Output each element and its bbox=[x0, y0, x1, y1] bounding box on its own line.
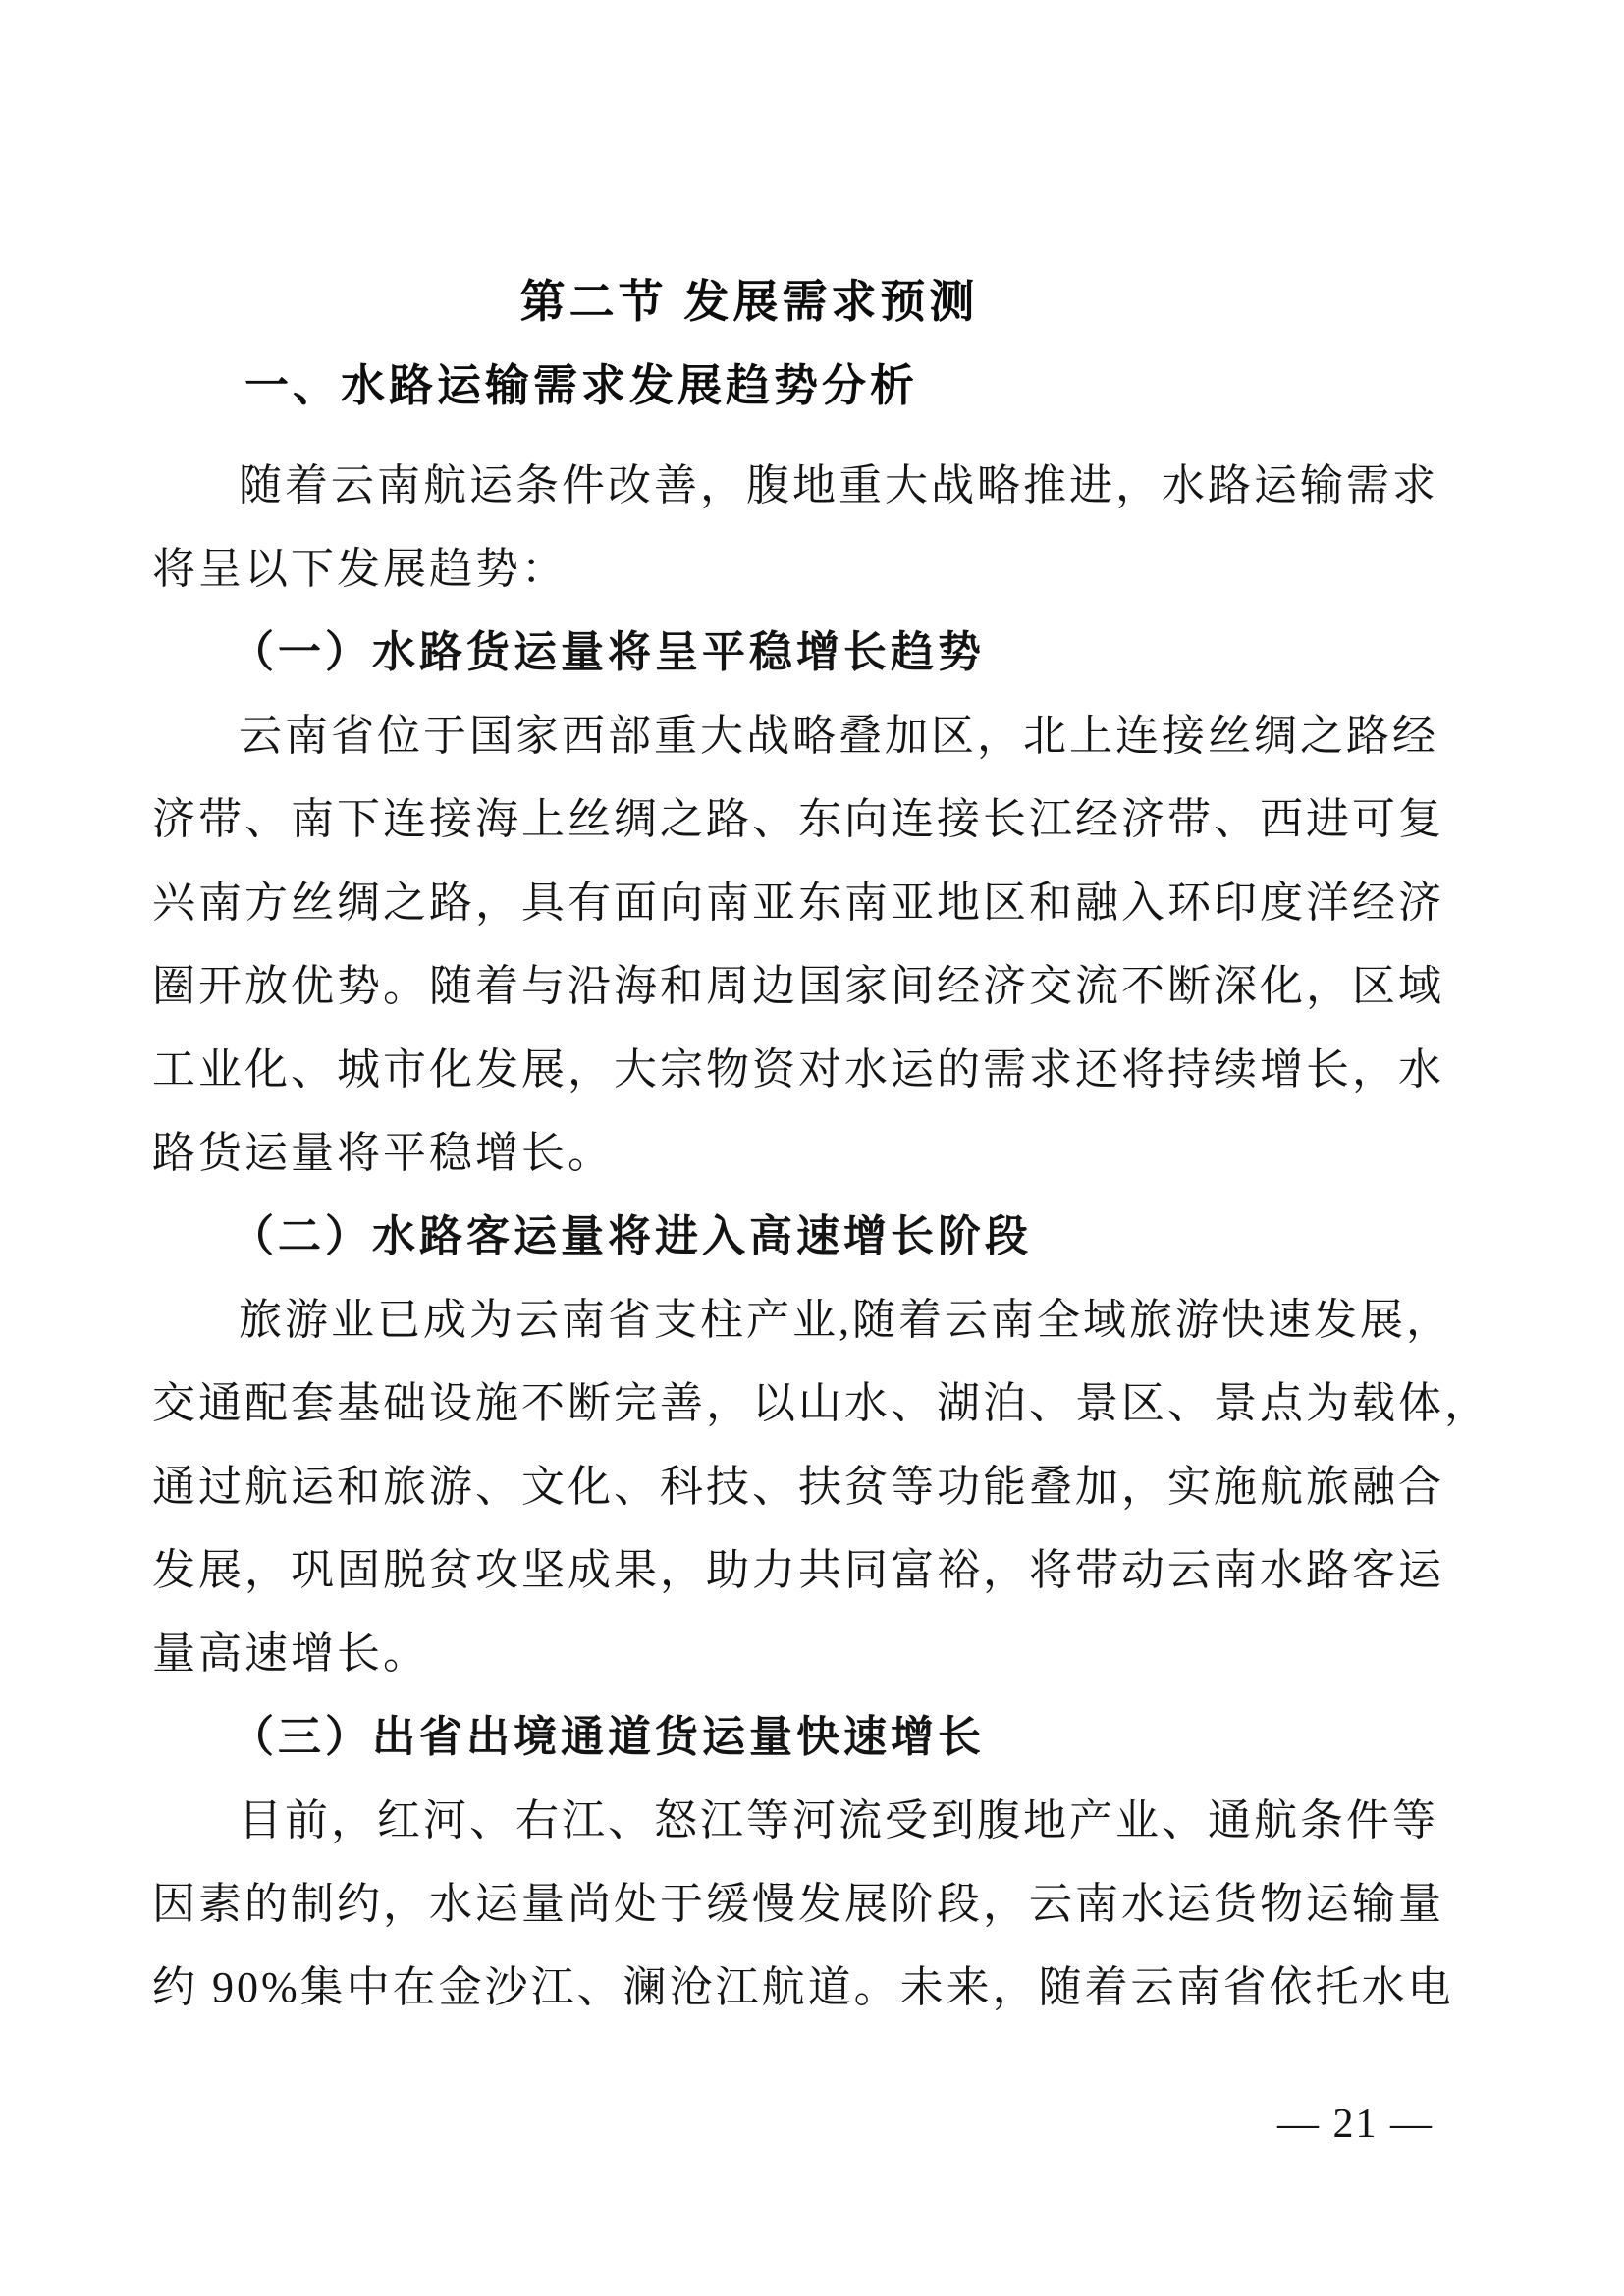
paragraph-line: 因素的制约，水运量尚处于缓慢发展阶段，云南水运货物运输量 bbox=[152, 1880, 1444, 1928]
document-content bbox=[152, 260, 1490, 2029]
paragraph-line: 发展，巩固脱贫攻坚成果，助力共同富裕，将带动云南水路客运 bbox=[152, 1546, 1444, 1594]
section-heading: 一、水路运输需求发展趋势分析 bbox=[244, 360, 919, 410]
paragraph-line: 交通配套基础设施不断完善，以山水、湖泊、景区、景点为载体， bbox=[152, 1379, 1490, 1427]
paragraph-line: 目前，红河、右江、怒江等河流受到腹地产业、通航条件等 bbox=[239, 1796, 1438, 1844]
document-lines bbox=[152, 344, 1490, 2029]
sub-heading: （二）水路客运量将进入高速增长阶段 bbox=[231, 1212, 1032, 1260]
paragraph-line: 随着云南航运条件改善，腹地重大战略推进，水路运输需求 bbox=[239, 461, 1438, 509]
sub-heading: （一）水路货运量将呈平稳增长趋势 bbox=[231, 628, 985, 676]
paragraph-line: 兴南方丝绸之路，具有面向南亚东南亚地区和融入环印度洋经济 bbox=[152, 879, 1444, 927]
sub-heading: （三）出省出境通道货运量快速增长 bbox=[231, 1713, 985, 1761]
paragraph-line: 路货运量将平稳增长。 bbox=[152, 1129, 614, 1177]
paragraph-line: 工业化、城市化发展，大宗物资对水运的需求还将持续增长，水 bbox=[152, 1045, 1444, 1094]
paragraph-line: 济带、南下连接海上丝绸之路、东向连接长江经济带、西进可复 bbox=[152, 795, 1444, 843]
paragraph-line: 量高速增长。 bbox=[152, 1629, 429, 1678]
paragraph-line: 云南省位于国家西部重大战略叠加区，北上连接丝绸之路经 bbox=[239, 712, 1438, 760]
paragraph-line: 圈开放优势。随着与沿海和周边国家间经济交流不断深化，区域 bbox=[152, 962, 1444, 1010]
paragraph-line: 旅游业已成为云南省支柱产业,随着云南全域旅游快速发展， bbox=[239, 1296, 1452, 1344]
page-number: — 21 — bbox=[1277, 2102, 1434, 2147]
paragraph-line: 将呈以下发展趋势： bbox=[152, 545, 568, 593]
section-title: 第二节 发展需求预测 bbox=[519, 276, 979, 327]
paragraph-line: 通过航运和旅游、文化、科技、扶贫等功能叠加，实施航旅融合 bbox=[152, 1463, 1444, 1511]
paragraph-line: 约 90%集中在金沙江、澜沧江航道。未来，随着云南省依托水电 bbox=[152, 1963, 1454, 2011]
